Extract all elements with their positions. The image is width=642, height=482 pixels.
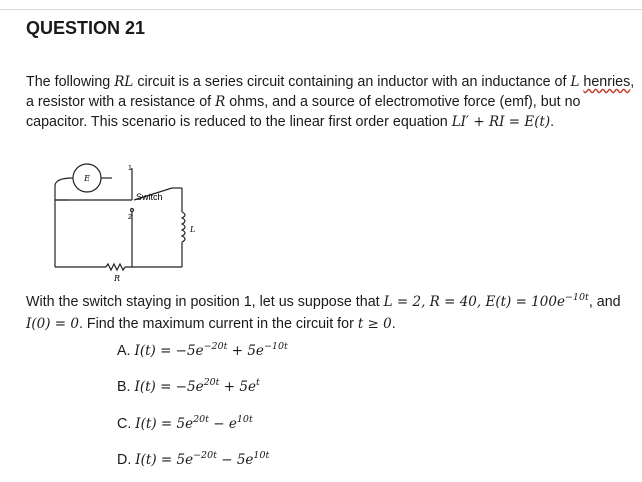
option-exponent: 20t <box>203 377 220 388</box>
resistor-label: R <box>114 274 121 283</box>
math-r: R <box>215 94 226 110</box>
text-span: With the switch staying in position 1, let us suppose that <box>26 294 384 310</box>
switch-pos-2: 2 <box>128 214 132 221</box>
option-letter: B. <box>117 379 131 395</box>
inductor-label: L <box>190 225 196 234</box>
math-rl: RL <box>114 74 134 90</box>
text-span: , and <box>588 294 621 310</box>
text-span: . Find the maximum current in the circuit for <box>78 316 358 332</box>
text-span: . <box>391 316 396 332</box>
text-span: circuit is a series circuit containing an inductor with an inductance of <box>133 74 571 90</box>
question-text <box>26 72 636 132</box>
option-letter: D. <box>117 452 132 468</box>
question-prompt <box>26 292 636 334</box>
option-math: + 5e <box>219 379 256 395</box>
switch-pos-1: 1 <box>128 165 132 172</box>
switch-label: Switch <box>136 192 163 202</box>
option-math: I(t) = 5e <box>135 452 194 468</box>
option-math: I(t) = −5e <box>134 379 204 395</box>
option-exponent: −10t <box>263 341 288 352</box>
question-title: QUESTION 21 <box>26 18 146 38</box>
math-given: L = 2, R = 40, E(t) = 100e <box>383 294 565 310</box>
text-span: The following <box>26 74 115 90</box>
math-domain: t ≥ 0 <box>357 316 392 332</box>
math-equation: LI′ + RI = E(t) <box>451 114 551 130</box>
option-math: I(t) = −5e <box>134 343 204 359</box>
option-exponent: 10t <box>236 414 253 425</box>
option-math: − e <box>208 416 237 432</box>
option-letter: C. <box>117 416 132 432</box>
option-letter: A. <box>117 343 131 359</box>
option-exponent: t <box>255 377 260 388</box>
math-exponent: −10t <box>564 292 589 303</box>
option-math: I(t) = 5e <box>135 416 194 432</box>
answer-option-a[interactable] <box>117 343 288 359</box>
option-exponent: 20t <box>193 414 209 425</box>
answer-option-b[interactable] <box>117 379 260 395</box>
source-label: E <box>84 174 90 183</box>
answer-option-c[interactable] <box>117 416 253 432</box>
spellcheck-word-henries[interactable]: henries <box>583 74 631 90</box>
option-exponent: −20t <box>203 341 228 352</box>
text-span: ohms, and a source of electromotive force (emf), but no capacitor. This scenario is reduced to the linear first order equation <box>26 94 581 130</box>
top-divider <box>0 9 642 10</box>
option-math: + 5e <box>227 343 264 359</box>
text-span: . <box>550 114 555 130</box>
option-exponent: −20t <box>193 450 217 461</box>
math-l: L <box>570 74 580 90</box>
option-math: − 5e <box>216 452 254 468</box>
math-initial: I(0) = 0 <box>26 316 79 332</box>
text-span: , a resistor with a resistance of <box>26 74 635 110</box>
option-exponent: 10t <box>253 450 270 461</box>
rl-circuit-diagram <box>52 160 202 285</box>
answer-option-d[interactable] <box>117 452 269 468</box>
